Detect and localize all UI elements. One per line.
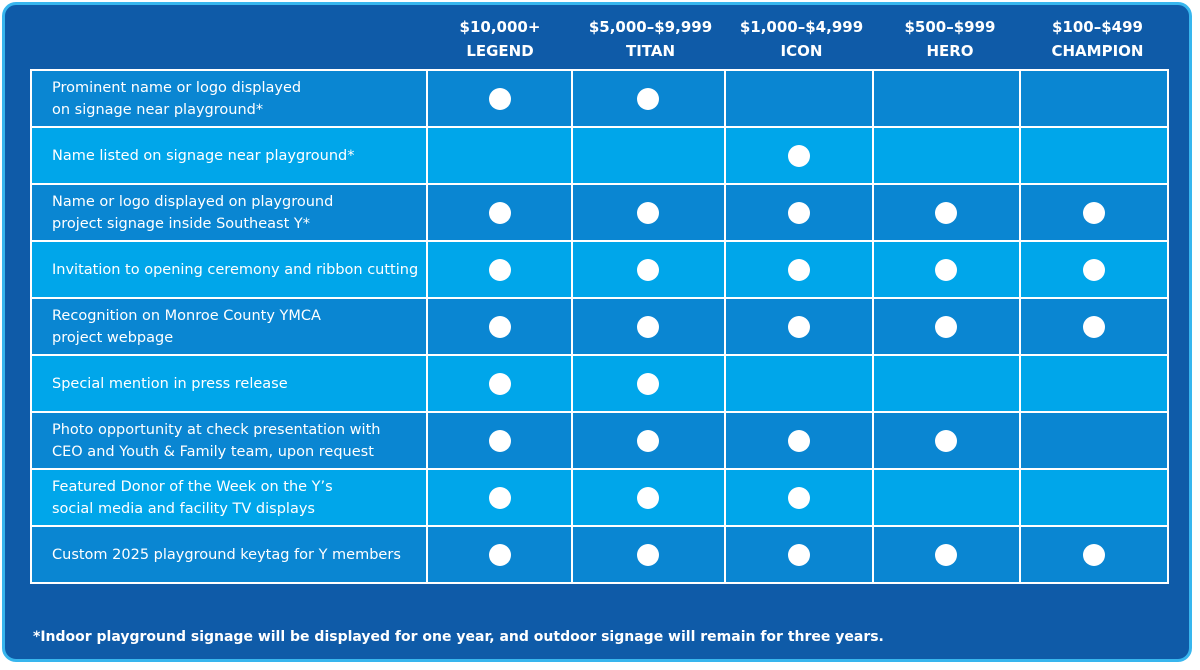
benefit-label <box>31 526 427 583</box>
tier-cell <box>725 355 873 412</box>
tier-name: LEGEND <box>466 42 534 60</box>
benefit-label-line: Featured Donor of the Week on the Y’s <box>52 478 333 495</box>
tier-cell <box>873 355 1021 412</box>
filled-circle-icon <box>637 88 659 110</box>
tier-header-champion <box>1024 15 1171 63</box>
tier-cell <box>427 355 572 412</box>
tier-cell <box>427 70 572 127</box>
table-row <box>31 412 1168 469</box>
tier-cell <box>1020 241 1168 298</box>
benefit-label-line: Invitation to opening ceremony and ribbon cutting <box>52 261 419 278</box>
benefit-label-line: Recognition on Monroe County YMCA <box>52 307 321 324</box>
tier-cell <box>873 241 1021 298</box>
tier-amount: $500–$999 <box>904 18 996 36</box>
filled-circle-icon <box>489 544 511 566</box>
benefit-label <box>31 469 427 526</box>
filled-circle-icon <box>489 373 511 395</box>
tier-amount: $1,000–$4,999 <box>739 18 864 36</box>
filled-circle-icon <box>935 259 957 281</box>
filled-circle-icon <box>1083 316 1105 338</box>
tier-cell <box>572 469 725 526</box>
tier-name: TITAN <box>625 42 676 60</box>
table-row <box>31 298 1168 355</box>
sponsorship-panel <box>2 2 1192 662</box>
tier-cell <box>427 298 572 355</box>
tier-cell <box>427 526 572 583</box>
benefit-label-line: Name or logo displayed on playground <box>52 193 334 210</box>
footnote: *Indoor playground signage will be displayed for one year, and outdoor signage will remain for three years. <box>33 629 884 645</box>
tier-cell <box>1020 127 1168 184</box>
tier-amount: $100–$499 <box>1052 18 1143 36</box>
tier-cell <box>873 70 1021 127</box>
table-row <box>31 469 1168 526</box>
tier-cell <box>873 298 1021 355</box>
benefit-label-line: CEO and Youth & Family team, upon request <box>52 443 374 460</box>
filled-circle-icon <box>788 430 810 452</box>
filled-circle-icon <box>637 373 659 395</box>
tier-cell <box>572 355 725 412</box>
tier-cell <box>572 298 725 355</box>
tier-cell <box>572 412 725 469</box>
filled-circle-icon <box>935 202 957 224</box>
filled-circle-icon <box>637 316 659 338</box>
benefit-label-line: Prominent name or logo displayed <box>52 79 302 96</box>
filled-circle-icon <box>489 259 511 281</box>
tier-headers <box>426 15 1171 63</box>
tier-cell <box>427 469 572 526</box>
benefit-label <box>31 241 427 298</box>
benefit-label <box>31 127 427 184</box>
benefit-rows <box>31 70 1168 583</box>
benefit-label <box>31 70 427 127</box>
filled-circle-icon <box>637 487 659 509</box>
filled-circle-icon <box>489 316 511 338</box>
table-row <box>31 241 1168 298</box>
tier-cell <box>873 469 1021 526</box>
tier-name: ICON <box>780 42 823 60</box>
tier-cell <box>725 298 873 355</box>
filled-circle-icon <box>788 487 810 509</box>
tier-cell <box>725 412 873 469</box>
tier-cell <box>873 412 1021 469</box>
table-row <box>31 184 1168 241</box>
benefit-label-line: social media and facility TV displays <box>52 500 315 517</box>
tier-header-legend <box>426 15 574 63</box>
tier-cell <box>873 184 1021 241</box>
filled-circle-icon <box>1083 259 1105 281</box>
tier-cell <box>1020 469 1168 526</box>
benefit-label-line: Special mention in press release <box>52 375 288 392</box>
tier-cell <box>873 127 1021 184</box>
tier-cell <box>427 241 572 298</box>
tier-header-titan <box>574 15 727 63</box>
tier-cell <box>572 241 725 298</box>
filled-circle-icon <box>489 88 511 110</box>
tier-header-icon <box>727 15 876 63</box>
filled-circle-icon <box>489 202 511 224</box>
tier-cell <box>572 184 725 241</box>
tier-cell <box>1020 184 1168 241</box>
tier-cell <box>427 184 572 241</box>
filled-circle-icon <box>935 544 957 566</box>
filled-circle-icon <box>637 259 659 281</box>
benefits-table <box>30 69 1169 584</box>
benefit-label-line: on signage near playground* <box>52 101 264 118</box>
table-row <box>31 526 1168 583</box>
table-row <box>31 127 1168 184</box>
tier-cell <box>1020 412 1168 469</box>
filled-circle-icon <box>788 316 810 338</box>
tier-cell <box>572 70 725 127</box>
filled-circle-icon <box>489 487 511 509</box>
filled-circle-icon <box>637 544 659 566</box>
benefit-label <box>31 412 427 469</box>
filled-circle-icon <box>1083 544 1105 566</box>
tier-cell <box>1020 355 1168 412</box>
tier-cell <box>427 127 572 184</box>
filled-circle-icon <box>1083 202 1105 224</box>
table-row <box>31 70 1168 127</box>
benefit-label-line: project webpage <box>52 329 174 346</box>
filled-circle-icon <box>935 316 957 338</box>
tier-name: CHAMPION <box>1051 42 1144 60</box>
filled-circle-icon <box>489 430 511 452</box>
table-row <box>31 355 1168 412</box>
benefit-label-line: Custom 2025 playground keytag for Y members <box>52 546 401 563</box>
tier-cell <box>1020 70 1168 127</box>
tier-cell <box>572 526 725 583</box>
tier-amount: $10,000+ <box>459 18 541 36</box>
filled-circle-icon <box>935 430 957 452</box>
filled-circle-icon <box>788 202 810 224</box>
tier-cell <box>427 412 572 469</box>
benefit-label-line: Name listed on signage near playground* <box>52 147 355 164</box>
benefit-label <box>31 184 427 241</box>
filled-circle-icon <box>637 202 659 224</box>
tier-cell <box>725 127 873 184</box>
tier-cell <box>725 526 873 583</box>
benefit-label <box>31 298 427 355</box>
tier-cell <box>572 127 725 184</box>
filled-circle-icon <box>788 259 810 281</box>
tier-cell <box>725 469 873 526</box>
benefit-label-line: project signage inside Southeast Y* <box>52 215 310 232</box>
tier-cell <box>873 526 1021 583</box>
tier-cell <box>725 184 873 241</box>
tier-cell <box>1020 298 1168 355</box>
tier-header-hero <box>876 15 1024 63</box>
tier-cell <box>725 70 873 127</box>
benefit-label <box>31 355 427 412</box>
filled-circle-icon <box>788 145 810 167</box>
filled-circle-icon <box>637 430 659 452</box>
tier-cell <box>725 241 873 298</box>
benefit-label-line: Photo opportunity at check presentation with <box>52 421 381 438</box>
tier-name: HERO <box>926 42 974 60</box>
tier-amount: $5,000–$9,999 <box>588 18 713 36</box>
filled-circle-icon <box>788 544 810 566</box>
tier-cell <box>1020 526 1168 583</box>
